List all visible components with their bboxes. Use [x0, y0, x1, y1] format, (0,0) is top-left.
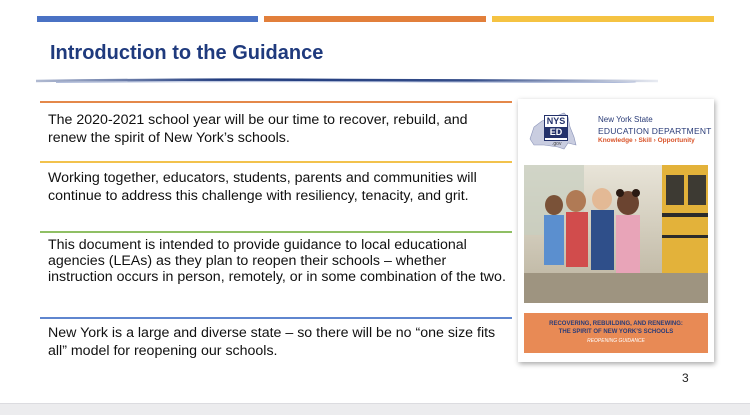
org-name-line2: EDUCATION DEPARTMENT — [598, 126, 712, 136]
paragraph-recover: The 2020-2021 school year will be our time to recover, rebuild, and renew the spirit of New York’s schools. — [48, 112, 468, 146]
title-underline — [36, 76, 658, 86]
caption-line3: REOPENING GUIDANCE — [587, 338, 645, 344]
logo-ed: ED — [545, 127, 567, 138]
guidance-cover-thumbnail — [518, 99, 714, 362]
green-divider — [40, 231, 512, 233]
org-tagline: Knowledge › Skill › Opportunity — [598, 137, 695, 144]
students-photo — [524, 165, 708, 303]
logo-gov: .gov — [552, 141, 562, 147]
paragraph-no-one-size: New York is a large and diverse state – so there will be no “one size fits all” model for reopening our schools. — [48, 325, 496, 359]
caption-line2: THE SPIRIT OF NEW YORK’S SCHOOLS — [558, 329, 674, 335]
slide-title: Introduction to the Guidance — [50, 42, 324, 64]
paragraph-working-together: Working together, educators, students, parents and communities will continue to address this challenge with resiliency, tenacity, and grit. — [48, 170, 477, 204]
paragraph-document-purpose: This document is intended to provide guidance to local educational agencies (LEAs) as they plan to reopen their schools – whether instruction occurs in person, remotely, or in some combination of the two. — [48, 237, 506, 285]
next-slide-edge — [0, 403, 750, 415]
caption-line1: RECOVERING, REBUILDING, AND RENEWING: — [549, 321, 683, 327]
yellow-divider — [40, 161, 512, 163]
blue-divider — [40, 317, 512, 319]
header-bar-orange — [264, 16, 486, 22]
text-block — [40, 101, 512, 161]
page-number: 3 — [682, 371, 689, 385]
text-block — [40, 317, 512, 373]
cover-caption — [524, 313, 708, 353]
orange-divider — [40, 101, 512, 103]
nysed-logo — [518, 99, 714, 161]
header-bar-yellow — [492, 16, 714, 22]
header-bar-blue — [37, 16, 258, 22]
org-name-line1: New York State — [598, 115, 653, 124]
nysed-logo-box — [544, 115, 568, 141]
logo-nys: NYS — [546, 116, 566, 126]
text-block — [40, 231, 512, 317]
text-block — [40, 161, 512, 231]
